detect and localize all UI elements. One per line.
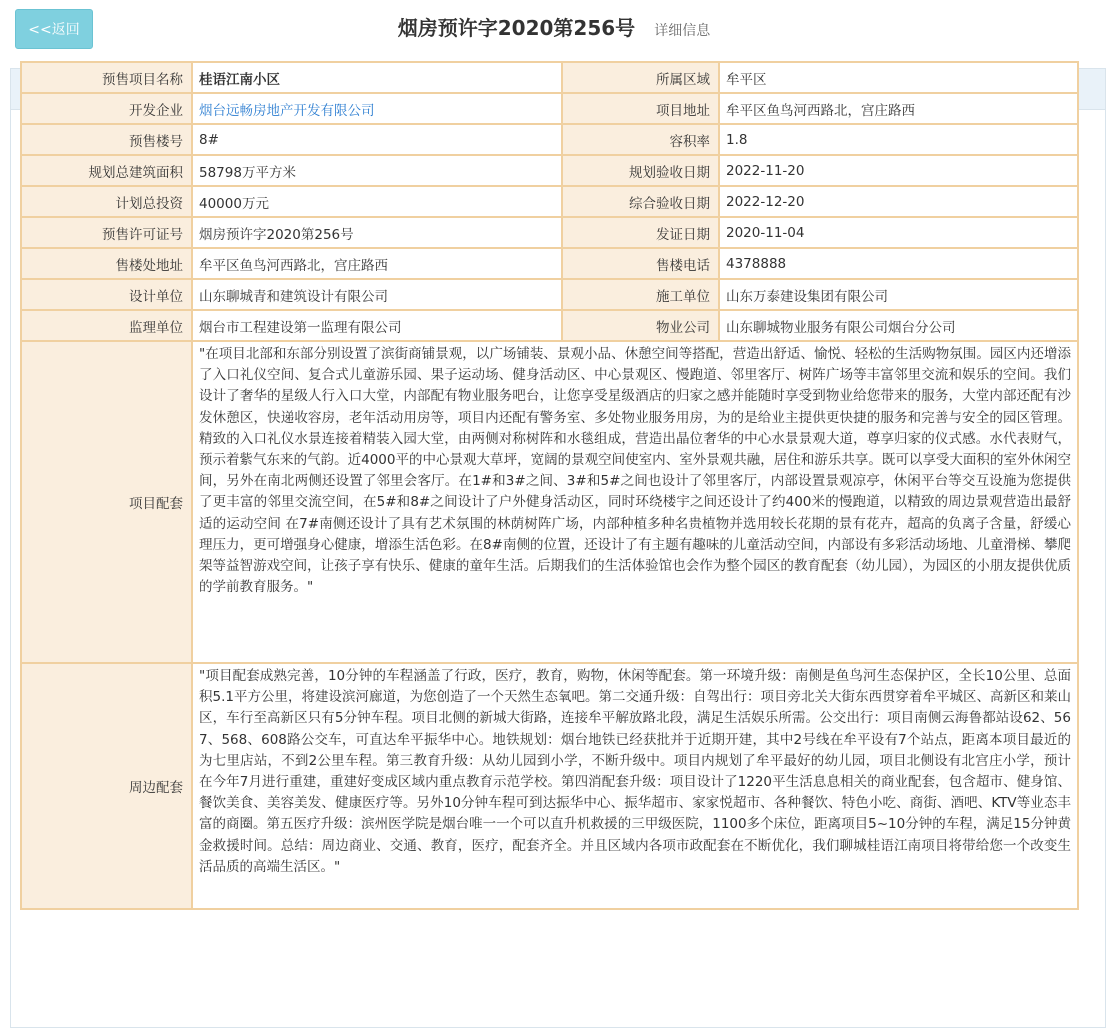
project-info-table bbox=[20, 61, 1079, 910]
label-sales-address: 售楼处地址 bbox=[21, 248, 192, 279]
table-row bbox=[21, 155, 1078, 186]
table-row bbox=[21, 186, 1078, 217]
label-sales-phone: 售楼电话 bbox=[562, 248, 719, 279]
table-row bbox=[21, 217, 1078, 248]
label-developer: 开发企业 bbox=[21, 93, 192, 124]
value-issue-date: 2020-11-04 bbox=[719, 217, 1078, 248]
label-design-unit: 设计单位 bbox=[21, 279, 192, 310]
label-building-no: 预售楼号 bbox=[21, 124, 192, 155]
label-issue-date: 发证日期 bbox=[562, 217, 719, 248]
table-row bbox=[21, 341, 1078, 663]
back-button[interactable]: <<返回 bbox=[15, 9, 93, 49]
label-property-company: 物业公司 bbox=[562, 310, 719, 341]
value-sales-phone: 4378888 bbox=[719, 248, 1078, 279]
table-row bbox=[21, 310, 1078, 341]
label-total-area: 规划总建筑面积 bbox=[21, 155, 192, 186]
value-property-company: 山东聊城物业服务有限公司烟台分公司 bbox=[719, 310, 1078, 341]
page-subtitle: 详细信息 bbox=[654, 23, 711, 39]
value-address: 牟平区鱼鸟河西路北，宫庄路西 bbox=[719, 93, 1078, 124]
value-project-facilities: "在项目北部和东部分别设置了滨街商铺景观，以广场铺装、景观小品、休憩空间等搭配，营造出舒适、愉悦、轻松的生活购物氛围。园区内还增添了入口礼仪空间、复合式儿童游乐园、果子运动场、健身活动区、中心景观区、慢跑道、邻里客厅、树阵广场等丰富邻里交流和娱乐的空间。我们设计了奢华的星级人行入口大堂，内部配有物业服务吧台，让您享受星级酒店的归家之感并能随时享受到物业给您带来的服务，大堂内部还配有沙发休憩区，快递收容房，老年活动用房等，项目内还配有警务室、多处物业服务用房，为的是给业主提供更快捷的服务和完善与安全的园区管理。精致的入口礼仪水景连接着精装入园大堂，由两侧对称树阵和水毯组成，营造出晶位奢华的中心水景景观大道，尊享归家的仪式感。水代表财气，预示着紫气东来的气韵。近4000平的中心景观大草坪，宽阔的景观空间使室内、室外景观共融，居住和游乐共享。既可以享受大面积的室外休闲空间，另外在南北两侧还设置了邻里会客厅。在1#和3#之间、3#和5#之间也设计了邻里客厅，内部设置景观凉亭，休闲平台等交互设施为您提供了更丰富的邻里交流空间，在5#和8#之间设计了户外健身活动区，同时环绕楼宇之间还设计了约400米的慢跑道，以精致的周边景观营造出最舒适的运动空间 在7#南侧还设计了具有艺术氛围的林荫树阵广场，内部种植多种名贵植物并选用较长花期的景有花卉，超高的负离子含量，舒缓心理压力，更可增强身心健康，增添生活色彩。在8#南侧的位置，还设计了有主题有趣味的儿童活动空间，内部设有多彩活动场地、儿童滑梯、攀爬架等益智游戏空间，让孩子享有快乐、健康的童年生活。后期我们的生活体验馆也会作为整个园区的教育配套（幼儿园），为园区的小朋友提供优质的学前教育服务。" bbox=[192, 341, 1078, 663]
value-surrounding: "项目配套成熟完善，10分钟的车程涵盖了行政，医疗，教育，购物，休闲等配套。第一环境升级：南侧是鱼鸟河生态保护区，全长10公里、总面积5.1平方公里，将建设滨河廊道，为您创造了一个天然生态氧吧。第二交通升级：自驾出行：项目旁北关大街东西贯穿着牟平城区、高新区和莱山区，车行至高新区只有5分钟车程。项目北侧的新城大街路，连接牟平解放路北段，满足生活娱乐所需。公交出行：项目南侧云海鲁都站设62、567、568、608路公交车，可直达牟平振华中心。地铁规划：烟台地铁已经获批并于近期开建，其中2号线在牟平设有7个站点，距离本项目最近的为七里店站，不到2公里车程。第三教育升级：从幼儿园到小学，不断升级中。项目内规划了牟平最好的幼儿园，项目北侧设有北宫庄小学，预计在今年7月进行重建，重建好变成区域内重点教育示范学校。第四消配套升级：项目设计了1220平生活息息相关的商业配套，包含超市、健身馆、餐饮美食、美容美发、健康医疗等。另外10分钟车程可到达振华中心、振华超市、家家悦超市、各种餐饮、特色小吃、商街、酒吧、KTV等业态丰富的商圈。第五医疗升级：滨州医学院是烟台唯一一个可以直升机救援的三甲级医院，1100多个床位，距离项目5~10分钟的车程，满足15分钟黄金救援时间。总结：周边商业、交通、教育，医疗，配套齐全。并且区域内各项市政配套在不断优化，我们聊城桂语江南项目将带给您一个改变生活品质的高端生活区。" bbox=[192, 663, 1078, 909]
label-surrounding: 周边配套 bbox=[21, 663, 192, 909]
label-permit-no: 预售许可证号 bbox=[21, 217, 192, 248]
label-construction-unit: 施工单位 bbox=[562, 279, 719, 310]
label-plot-ratio: 容积率 bbox=[562, 124, 719, 155]
label-plan-acceptance-date: 规划验收日期 bbox=[562, 155, 719, 186]
value-total-area: 58798万平方米 bbox=[192, 155, 562, 186]
table-row bbox=[21, 124, 1078, 155]
page-header bbox=[0, 8, 1108, 48]
table-row bbox=[21, 62, 1078, 93]
value-supervision-unit: 烟台市工程建设第一监理有限公司 bbox=[192, 310, 562, 341]
value-design-unit: 山东聊城青和建筑设计有限公司 bbox=[192, 279, 562, 310]
label-total-investment: 计划总投资 bbox=[21, 186, 192, 217]
page-title: 烟房预许字2020第256号 bbox=[397, 16, 636, 40]
value-project-name: 桂语江南小区 bbox=[192, 62, 562, 93]
label-final-acceptance-date: 综合验收日期 bbox=[562, 186, 719, 217]
value-plan-acceptance-date: 2022-11-20 bbox=[719, 155, 1078, 186]
value-plot-ratio: 1.8 bbox=[719, 124, 1078, 155]
value-construction-unit: 山东万泰建设集团有限公司 bbox=[719, 279, 1078, 310]
label-project-facilities: 项目配套 bbox=[21, 341, 192, 663]
label-supervision-unit: 监理单位 bbox=[21, 310, 192, 341]
value-total-investment: 40000万元 bbox=[192, 186, 562, 217]
value-developer bbox=[192, 93, 562, 124]
label-address: 项目地址 bbox=[562, 93, 719, 124]
table-row bbox=[21, 663, 1078, 909]
label-region: 所属区域 bbox=[562, 62, 719, 93]
table-row bbox=[21, 248, 1078, 279]
value-sales-address: 牟平区鱼鸟河西路北，宫庄路西 bbox=[192, 248, 562, 279]
table-row bbox=[21, 93, 1078, 124]
developer-link[interactable]: 烟台远畅房地产开发有限公司 bbox=[199, 102, 375, 119]
value-building-no: 8# bbox=[192, 124, 562, 155]
value-permit-no: 烟房预许字2020第256号 bbox=[192, 217, 562, 248]
value-region: 牟平区 bbox=[719, 62, 1078, 93]
label-project-name: 预售项目名称 bbox=[21, 62, 192, 93]
table-row bbox=[21, 279, 1078, 310]
value-final-acceptance-date: 2022-12-20 bbox=[719, 186, 1078, 217]
